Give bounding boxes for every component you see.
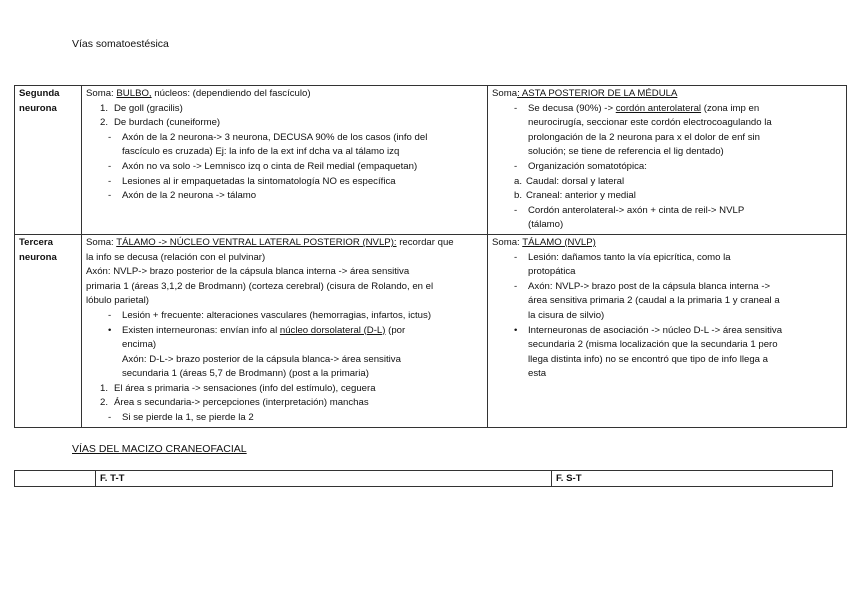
cell-segunda-neurona-col2: Soma: ASTA POSTERIOR DE LA MÉDULA - Se decusa (90%) -> cordón anterolateral (zona imp en neurocirugía, seccionar este cordón electrocoagulando la prolongación de la 2 neurona para x el dolor de enf sin solución; se tiene de referencia el lig dentado) - Organización somatotópica: a. Caudal: dorsal y lateral b. Craneal: anterior y medial - Cordón anterolateral-> axón + cinta de reil-> NVLP (tálamo) bbox=[488, 86, 847, 235]
list-item: - Cordón anterolateral-> axón + cinta de reil-> NVLP bbox=[514, 204, 745, 216]
list-item: b. Craneal: anterior y medial bbox=[514, 190, 636, 202]
soma-line: Soma: ASTA POSTERIOR DE LA MÉDULA bbox=[492, 88, 678, 99]
list-item: 1. De goll (gracilis) bbox=[100, 102, 183, 114]
somatosensory-table bbox=[14, 85, 847, 428]
list-item: • Existen interneuronas: envían info al núcleo dorsolateral (D-L) (por bbox=[108, 324, 406, 336]
craneofacial-empty-cell bbox=[15, 471, 96, 487]
section-title: VÍAS DEL MACIZO CRANEOFACIAL bbox=[72, 443, 247, 455]
table-row bbox=[15, 86, 847, 235]
list-item: - Lesiones al ir empaquetadas la sintomatología NO es específica bbox=[108, 175, 396, 187]
table-row bbox=[15, 471, 833, 487]
list-item: - Lesión + frecuente: alteraciones vasculares (hemorragias, infartos, ictus) bbox=[108, 309, 432, 321]
list-item: - Si se pierde la 1, se pierde la 2 bbox=[108, 412, 254, 424]
list-item: - Lesión: dañamos tanto la vía epicrítica, como la bbox=[514, 251, 731, 263]
list-item: - Organización somatotópica: bbox=[514, 160, 647, 172]
list-item: 1. El área s primaria -> sensaciones (info del estímulo), ceguera bbox=[100, 382, 376, 394]
cell-tercera-neurona-col2: Soma: TÁLAMO (NVLP) - Lesión: dañamos tanto la vía epicrítica, como la protopática - Axón: NVLP-> brazo post de la cápsula blanca interna -> área sensitiva primaria 2 (caudal a la primaria 1 y craneal a la cisura de silvio) • Interneuronas de asociación -> núcleo D-L -> área sensitiva secundaria 2 (misma localización que la secundaria 1 pero llega distinta info) no se encontró que tipo de info llega a esta bbox=[488, 234, 847, 427]
soma-line: Soma: BULBO, núcleos: (dependiendo del fascículo) bbox=[86, 88, 311, 99]
table-row bbox=[15, 234, 847, 427]
cell-segunda-neurona-col1: Soma: BULBO, núcleos: (dependiendo del fascículo) 1. De goll (gracilis) 2. De burdach (cuneiforme) - Axón de la 2 neurona-> 3 neurona, DECUSA 90% de los casos (info del fascículo es cruzada) Ej: la info de la ext inf dcha va al tálamo izq - Axón no va solo -> Lemnisco izq o cinta de Reil medial (empaquetan) - Lesiones al ir empaquetadas la sintomatología NO es específica - Axón de la 2 neurona -> tálamo bbox=[82, 86, 488, 235]
craneofacial-header-fs-t: F. S-T bbox=[552, 471, 833, 487]
cell-tercera-neurona-col1: Soma: TÁLAMO -> NÚCLEO VENTRAL LATERAL POSTERIOR (NVLP): recordar que la info se decusa (relación con el pulvinar) Axón: NVLP-> brazo posterior de la cápsula blanca interna -> área sensitiva primaria 1 (áreas 3,1,2 de Brodmann) (corteza cerebral) (cisura de Rolando, en el lóbulo parietal) - Lesión + frecuente: alteraciones vasculares (hemorragias, infartos, ictus) • Existen interneuronas: envían info al núcleo dorsolateral (D-L) (por encima) Axón: D-L-> brazo posterior de la cápsula blanca-> área sensitiva secundaria 1 (áreas 5,7 de Brodmann) (post a la primaria) 1. El área s primaria -> sensaciones (info del estímulo), ceguera 2. Área s secundaria-> percepciones (interpretación) manchas - Si se pierde la 1, se pierde la 2 bbox=[82, 234, 488, 427]
row-header-tercera-neurona: Tercera neurona bbox=[15, 234, 82, 427]
list-item: - Se decusa (90%) -> cordón anterolateral (zona imp en bbox=[514, 102, 760, 114]
list-item: - Axón no va solo -> Lemnisco izq o cinta de Reil medial (empaquetan) bbox=[108, 160, 418, 172]
list-item: a. Caudal: dorsal y lateral bbox=[514, 175, 625, 187]
craneofacial-header-ft-t: F. T-T bbox=[96, 471, 552, 487]
list-item: 2. Área s secundaria-> percepciones (interpretación) manchas bbox=[100, 397, 369, 409]
craneofacial-table bbox=[14, 470, 833, 487]
soma-line: Soma: TÁLAMO (NVLP) bbox=[492, 236, 596, 248]
list-item: - Axón: NVLP-> brazo post de la cápsula blanca interna -> bbox=[514, 280, 771, 292]
soma-line: Soma: TÁLAMO -> NÚCLEO VENTRAL LATERAL POSTERIOR (NVLP): recordar que bbox=[86, 236, 454, 248]
page-title: Vías somatoestésica bbox=[72, 38, 169, 50]
list-item: - Axón de la 2 neurona -> tálamo bbox=[108, 190, 257, 202]
list-item: • Interneuronas de asociación -> núcleo D-L -> área sensitiva bbox=[514, 324, 783, 336]
list-item: 2. De burdach (cuneiforme) bbox=[100, 117, 221, 129]
list-item: - Axón de la 2 neurona-> 3 neurona, DECUSA 90% de los casos (info del bbox=[108, 131, 428, 143]
row-header-segunda-neurona: Segunda neurona bbox=[15, 86, 82, 235]
